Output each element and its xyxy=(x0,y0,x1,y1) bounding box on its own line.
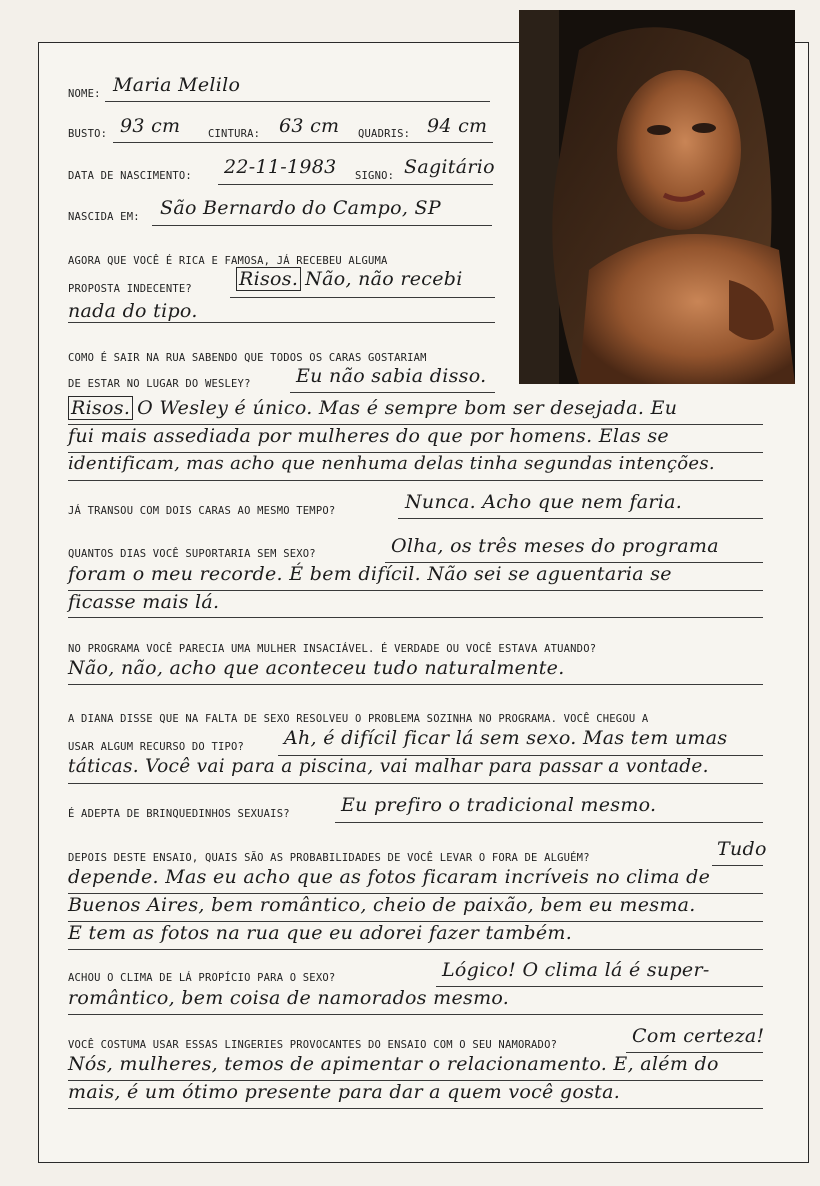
question-1: AGORA QUE VOCÊ É RICA E FAMOSA, JÁ RECEBEU ALGUMA xyxy=(68,255,388,267)
signo-label: SIGNO: xyxy=(355,170,395,182)
answer-1-text: Não, não recebi xyxy=(305,268,463,290)
rule xyxy=(230,297,495,298)
rule xyxy=(68,949,763,950)
question-6: A DIANA DISSE QUE NA FALTA DE SEXO RESOLVEU O PROBLEMA SOZINHA NO PROGRAMA. VOCÊ CHEGOU A xyxy=(68,713,649,725)
nascimento-label: DATA DE NASCIMENTO: xyxy=(68,170,192,182)
answer-2d: identificam, mas acho que nenhuma delas tinha segundas intenções. xyxy=(68,453,715,474)
rule xyxy=(68,1108,763,1109)
answer-10c: mais, é um ótimo presente para dar a quem você gosta. xyxy=(68,1081,621,1103)
name-label: NOME: xyxy=(68,88,101,100)
quadris-value: 94 cm xyxy=(427,115,488,137)
answer-2b xyxy=(68,397,677,419)
rule xyxy=(398,518,763,519)
answer-1 xyxy=(236,268,463,290)
signo-value: Sagitário xyxy=(404,156,495,178)
rule xyxy=(335,822,763,823)
answer-5: Não, não, acho que aconteceu tudo naturalmente. xyxy=(68,657,565,679)
answer-9b: romântico, bem coisa de namorados mesmo. xyxy=(68,987,510,1009)
cintura-value: 63 cm xyxy=(279,115,340,137)
answer-2c: fui mais assediada por mulheres do que por homens. Elas se xyxy=(68,425,669,447)
rule xyxy=(290,392,495,393)
portrait-image xyxy=(519,10,795,384)
busto-value: 93 cm xyxy=(120,115,181,137)
quadris-label: QUADRIS: xyxy=(358,128,411,140)
question-7: É ADEPTA DE BRINQUEDINHOS SEXUAIS? xyxy=(68,808,290,820)
question-6b: USAR ALGUM RECURSO DO TIPO? xyxy=(68,741,245,753)
rule xyxy=(152,225,492,226)
answer-10b: Nós, mulheres, temos de apimentar o relacionamento. E, além do xyxy=(68,1053,719,1075)
question-8: DEPOIS DESTE ENSAIO, QUAIS SÃO AS PROBABILIDADES DE VOCÊ LEVAR O FORA DE ALGUÉM? xyxy=(68,852,590,864)
answer-4c: ficasse mais lá. xyxy=(68,591,220,613)
rule xyxy=(218,184,493,185)
question-4: QUANTOS DIAS VOCÊ SUPORTARIA SEM SEXO? xyxy=(68,548,316,560)
rule xyxy=(68,480,763,481)
risos-box: Risos. xyxy=(236,267,301,291)
answer-8d: E tem as fotos na rua que eu adorei fazer também. xyxy=(68,922,573,944)
question-2b: DE ESTAR NO LUGAR DO WESLEY? xyxy=(68,378,251,390)
question-9: ACHOU O CLIMA DE LÁ PROPÍCIO PARA O SEXO? xyxy=(68,972,336,984)
busto-label: BUSTO: xyxy=(68,128,108,140)
answer-2b-text: O Wesley é único. Mas é sempre bom ser desejada. Eu xyxy=(137,397,678,419)
answer-8c: Buenos Aires, bem romântico, cheio de paixão, bem eu mesma. xyxy=(68,894,696,916)
rule xyxy=(68,684,763,685)
answer-2a: Eu não sabia disso. xyxy=(296,365,487,387)
answer-8b: depende. Mas eu acho que as fotos ficaram incríveis no clima de xyxy=(68,866,711,888)
rule xyxy=(113,142,493,143)
rule xyxy=(105,101,490,102)
question-10: VOCÊ COSTUMA USAR ESSAS LINGERIES PROVOCANTES DO ENSAIO COM O SEU NAMORADO? xyxy=(68,1039,558,1051)
rule xyxy=(712,865,763,866)
answer-7: Eu prefiro o tradicional mesmo. xyxy=(341,794,657,816)
answer-4b: foram o meu recorde. É bem difícil. Não sei se aguentaria se xyxy=(68,563,672,585)
question-5: NO PROGRAMA VOCÊ PARECIA UMA MULHER INSACIÁVEL. É VERDADE OU VOCÊ ESTAVA ATUANDO? xyxy=(68,643,597,655)
answer-9a: Lógico! O clima lá é super- xyxy=(442,959,710,981)
name-value: Maria Melilo xyxy=(113,74,241,96)
answer-1b: nada do tipo. xyxy=(68,300,198,322)
rule xyxy=(68,617,763,618)
cintura-label: CINTURA: xyxy=(208,128,261,140)
nascida-label: NASCIDA EM: xyxy=(68,211,140,223)
answer-8a: Tudo xyxy=(717,838,767,860)
answer-4a: Olha, os três meses do programa xyxy=(391,535,719,557)
rule xyxy=(68,322,495,323)
answer-6a: Ah, é difícil ficar lá sem sexo. Mas tem umas xyxy=(284,727,728,749)
risos-box: Risos. xyxy=(68,396,133,420)
answer-6b: táticas. Você vai para a piscina, vai malhar para passar a vontade. xyxy=(68,756,709,777)
nascida-value: São Bernardo do Campo, SP xyxy=(160,197,441,219)
rule xyxy=(68,1014,763,1015)
question-3: JÁ TRANSOU COM DOIS CARAS AO MESMO TEMPO? xyxy=(68,505,336,517)
question-1b: PROPOSTA INDECENTE? xyxy=(68,283,192,295)
answer-10a: Com certeza! xyxy=(632,1025,765,1047)
question-2: COMO É SAIR NA RUA SABENDO QUE TODOS OS CARAS GOSTARIAM xyxy=(68,352,427,364)
nascimento-value: 22-11-1983 xyxy=(224,156,337,178)
portrait-photo xyxy=(519,10,795,384)
answer-3: Nunca. Acho que nem faria. xyxy=(405,491,683,513)
rule xyxy=(68,783,763,784)
